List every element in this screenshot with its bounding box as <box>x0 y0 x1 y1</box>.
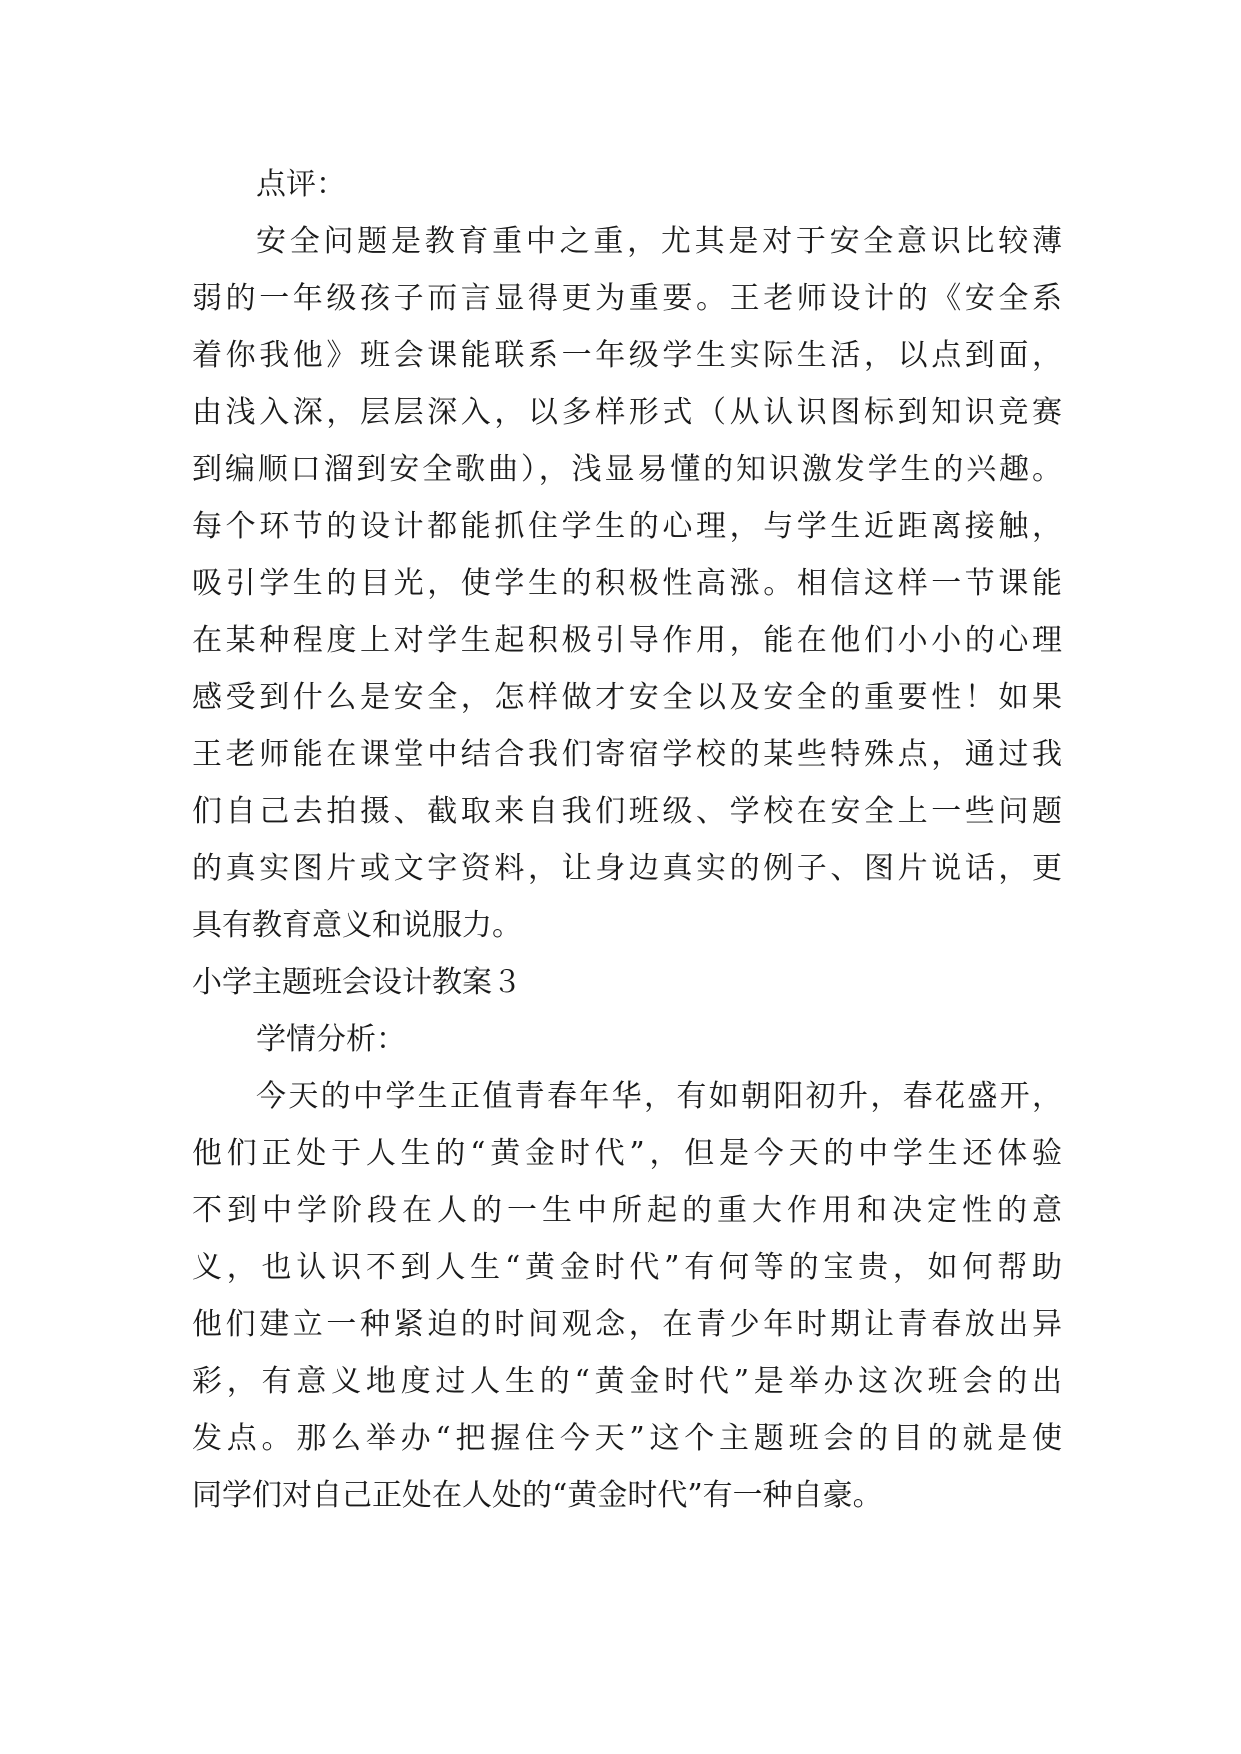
analysis-label-paragraph <box>192 1011 1062 1068</box>
paragraph-line: 他们建立一种紧迫的时间观念，在青少年时期让青春放出异 <box>192 1307 1062 1342</box>
paragraph-line: 们自己去拍摄、截取来自我们班级、学校在安全上一些问题 <box>192 794 1062 829</box>
paragraph-line: 由浅入深，层层深入，以多样形式（从认识图标到知识竞赛 <box>192 395 1062 430</box>
paragraph-line: 具有教育意义和说服力。 <box>192 908 522 943</box>
paragraph-line: 安全问题是教育重中之重，尤其是对于安全意识比较薄 <box>256 224 1062 259</box>
paragraph-line: 的真实图片或文字资料，让身边真实的例子、图片说话，更 <box>192 851 1062 886</box>
paragraph-line: 他们正处于人生的“黄金时代”，但是今天的中学生还体验 <box>192 1136 1062 1171</box>
analysis-label: 学情分析： <box>256 1022 406 1057</box>
comment-body-paragraph <box>192 213 1062 954</box>
paragraph-line: 感受到什么是安全，怎样做才安全以及安全的重要性！如果 <box>192 680 1062 715</box>
paragraph-line: 着你我他》班会课能联系一年级学生实际生活，以点到面， <box>192 338 1062 373</box>
section-heading <box>192 954 1062 1011</box>
paragraph-line: 在某种程度上对学生起积极引导作用，能在他们小小的心理 <box>192 623 1062 658</box>
paragraph-line: 彩，有意义地度过人生的“黄金时代”是举办这次班会的出 <box>192 1364 1062 1399</box>
paragraph-line: 不到中学阶段在人的一生中所起的重大作用和决定性的意 <box>192 1193 1062 1228</box>
paragraph-line: 今天的中学生正值青春年华，有如朝阳初升，春花盛开， <box>256 1079 1062 1114</box>
paragraph-line: 吸引学生的目光，使学生的积极性高涨。相信这样一节课能 <box>192 566 1062 601</box>
paragraph-line: 弱的一年级孩子而言显得更为重要。王老师设计的《安全系 <box>192 281 1062 316</box>
paragraph-line: 王老师能在课堂中结合我们寄宿学校的某些特殊点，通过我 <box>192 737 1062 772</box>
document-page <box>192 156 1062 1524</box>
comment-label: 点评： <box>256 167 346 202</box>
paragraph-line: 义，也认识不到人生“黄金时代”有何等的宝贵，如何帮助 <box>192 1250 1062 1285</box>
paragraph-line: 每个环节的设计都能抓住学生的心理，与学生近距离接触， <box>192 509 1062 544</box>
paragraph-line: 发点。那么举办“把握住今天”这个主题班会的目的就是使 <box>192 1421 1062 1456</box>
paragraph-line: 到编顺口溜到安全歌曲），浅显易懂的知识激发学生的兴趣。 <box>192 452 1062 487</box>
comment-label-paragraph <box>192 156 1062 213</box>
analysis-body-paragraph <box>192 1068 1062 1524</box>
section-title: 小学主题班会设计教案３ <box>192 965 522 1000</box>
paragraph-line: 同学们对自己正处在人处的“黄金时代”有一种自豪。 <box>192 1478 883 1513</box>
